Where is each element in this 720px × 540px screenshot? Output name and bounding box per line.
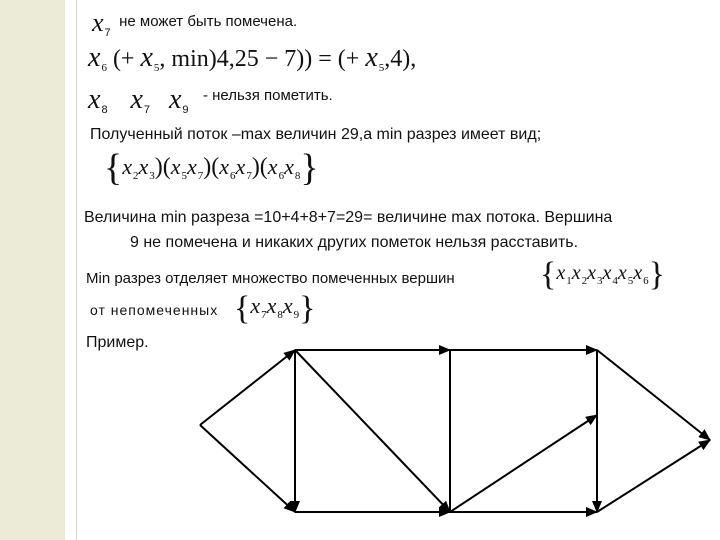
arc-1-2: [200, 350, 295, 425]
line3-text: - нельзя пометить.: [202, 87, 333, 104]
var-x: x: [88, 42, 101, 73]
brace-close: }: [648, 256, 665, 293]
line1-text: не может быть помечена.: [119, 13, 298, 30]
subscript: 5: [378, 62, 385, 74]
var-x: x: [140, 42, 153, 73]
formula-part: ,4),: [384, 46, 417, 72]
cut-pair: $x_6x_7$: [219, 154, 252, 182]
unmarked-set: $\{x_7x_8x_9\}$: [234, 290, 316, 327]
var-x: x: [365, 42, 378, 73]
arc-1-3: [200, 425, 295, 512]
max-flow-text: Полученный поток –max величин 29,а min разрез имеет вид;: [90, 126, 542, 143]
min-cut-set: $\{x_2x_3)(x_5x_7)(x_6x_7)(x_6x_8\}$: [104, 147, 319, 189]
brace-open: {: [540, 256, 557, 293]
subscript: 7: [104, 27, 111, 39]
arc-7-9: [597, 440, 710, 512]
marked-set: $\{x_1x_2x_3x_4x_5x_6\}$: [540, 256, 665, 293]
var-x: x: [130, 84, 143, 115]
var-x: x: [92, 8, 104, 37]
example-label: Пример.: [86, 334, 149, 351]
arc-6-9: [597, 350, 710, 440]
cut-pair: $x_6x_8$: [267, 154, 301, 182]
unmarked-text: от непомеченных: [90, 302, 219, 318]
brace-close: }: [299, 290, 316, 327]
graph-arcs: [200, 350, 710, 512]
subscript: 6: [101, 62, 107, 74]
var-x: x: [88, 84, 101, 115]
arc-5-8: [450, 415, 597, 512]
cut-value-text-2: 9 не помечена и никаких других пометок нельзя расставить.: [130, 234, 579, 251]
subscript: 9: [182, 104, 189, 116]
arc-2-5: [295, 350, 450, 512]
brace-open: {: [104, 147, 123, 189]
cut-pair: $x_5x_7$: [170, 154, 204, 182]
subscript: 7: [143, 104, 151, 116]
formula-part: (+: [112, 46, 135, 72]
brace-close: }: [300, 147, 319, 189]
subscript: 5: [153, 62, 160, 74]
var-x: x: [168, 84, 182, 115]
subscript: 8: [101, 104, 108, 116]
formula-part: , min)4,25 − 7)) = (+: [159, 46, 360, 72]
cut-value-text: Величина min разреза =10+4+8+7=29= величине max потока. Вершина: [84, 209, 613, 226]
brace-open: {: [234, 290, 251, 327]
cut-pair: $x_2x_3$: [122, 154, 155, 182]
min-cut-separates-text: Min разрез отделяет множество помеченных вершин: [86, 270, 455, 287]
